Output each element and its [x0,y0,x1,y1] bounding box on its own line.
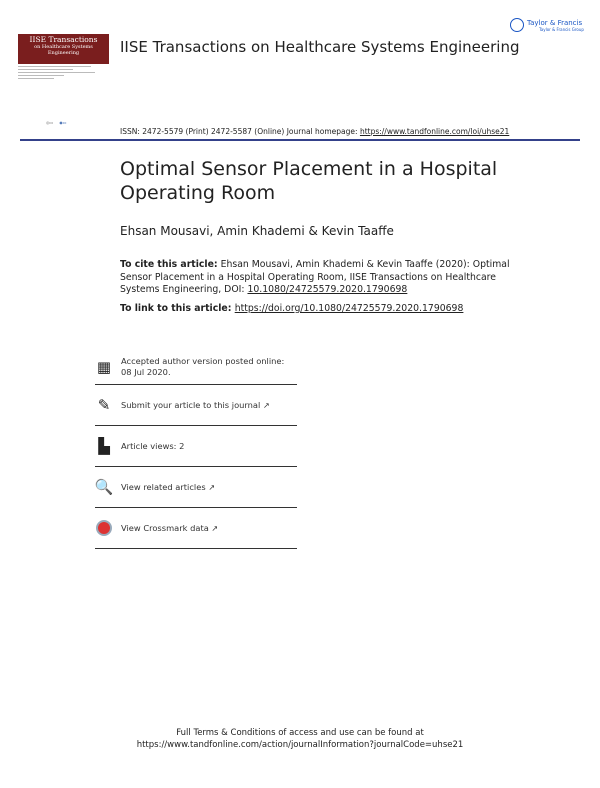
taylor-francis-logo-icon [510,18,524,32]
journal-cover-thumbnail [18,30,109,90]
journal-title: IISE Transactions on Healthcare Systems Engineering [120,38,520,56]
society-logos [46,120,67,125]
header-divider [20,139,580,141]
cover-title: IISE Transactions [29,35,98,44]
external-link-icon: ↗ [208,482,216,492]
submit-article-link[interactable]: ✎ Submit your article to this journal ↗ [95,385,297,426]
crossmark-icon [95,519,113,537]
journal-homepage-link[interactable]: https://www.tandfonline.com/loi/uhse21 [359,127,510,136]
article-title: Optimal Sensor Placement in a Hospital Operating Room [120,158,498,204]
article-link[interactable]: https://doi.org/10.1080/24725579.2020.1790698 [234,303,464,314]
edit-icon: ✎ [97,395,111,414]
article-actions [95,350,297,549]
doi-link[interactable]: 10.1080/24725579.2020.1790698 [247,284,408,295]
article-views-item: ▙ Article views: 2 [95,426,297,467]
accepted-date-item: ▦ Accepted author version posted online: 08 Jul 2020. [95,350,297,385]
cover-subtitle: on Healthcare Systems Engineering [34,44,93,56]
article-link-line: To link to this article: https://doi.org/10.1080/24725579.2020.1790698 [120,303,464,314]
external-link-icon: ↗ [211,523,219,533]
calendar-icon: ▦ [96,357,112,376]
external-link-icon: ↗ [262,400,270,410]
search-document-icon: 🔍 [94,477,114,496]
bar-chart-icon: ▙ [98,436,110,455]
footer: Full Terms & Conditions of access and use can be found at https://www.tandfonline.com/action/journalInformation?journalCode=uhse21 [0,727,600,751]
society-logo-icon: ◎▭ [46,120,54,125]
terms-link[interactable]: https://www.tandfonline.com/action/journalInformation?journalCode=uhse21 [136,740,464,750]
related-articles-link[interactable]: 🔍 View related articles ↗ [95,467,297,508]
article-authors: Ehsan Mousavi, Amin Khademi & Kevin Taaffe [120,224,394,238]
citation: To cite this article: Ehsan Mousavi, Amin Khademi & Kevin Taaffe (2020): Optimal Sensor Placement in a Hospital Operating Room, IISE Transactions on Healthcare Systems Engineering, DOI: 10.1080/24725579.2020.1790698 [120,259,510,295]
cover-band [18,34,109,64]
crossmark-link[interactable]: View Crossmark data ↗ [95,508,297,549]
issn-line: ISSN: 2472-5579 (Print) 2472-5587 (Online) Journal homepage: https://www.tandfonline.com/loi/uhse21 [120,127,510,136]
publisher-logo: Taylor & Francis Taylor & Francis Group [510,18,584,32]
iise-logo-icon: ◉▭ [59,120,67,125]
